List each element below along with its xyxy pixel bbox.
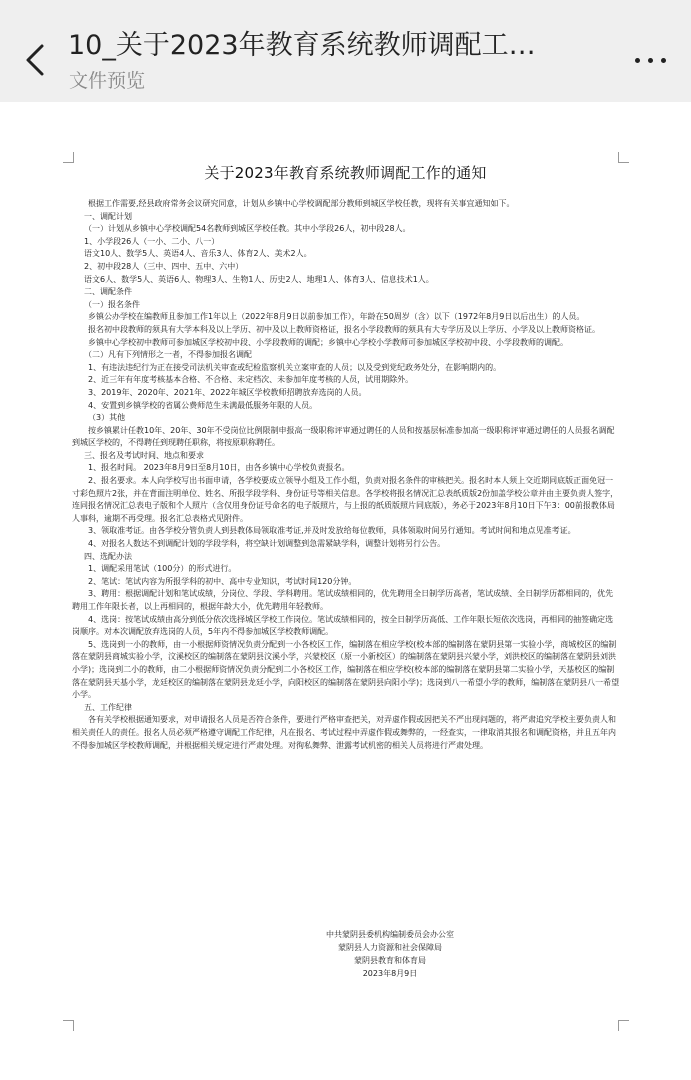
signature-line: 蒙阴县教育和体育局 — [354, 956, 426, 965]
document-paragraph: 报名初中段教师的须具有大学本科及以上学历、初中及以上教师资格证，报名小学段教师的须具有大专学历及以上学历、小学及以上教师资格证。 — [88, 324, 600, 334]
document-paragraph: 3、聘用：根据调配计划和笔试成绩，分岗位、学段、学科聘用。笔试成绩相同的，优先聘用全日制学历高者，笔试成绩、全日制学历都相同的，优先聘用工作年限长者，以上再相同的，根据年龄大小，优先聘用年轻教师。 — [72, 589, 614, 611]
document-paragraph: （3）其他 — [88, 413, 126, 423]
document-paragraph: 2、近三年有年度考核基本合格、不合格、未定档次、未参加年度考核的人员，试用期除外。 — [88, 375, 414, 385]
document-paragraph: 4、选岗：按笔试成绩由高分到低分依次选择城区学校工作岗位。笔试成绩相同的，按全日制学历高低、工作年限长短依次选岗，再相同的抽签确定选岗顺序。对本次调配放弃选岗的人员，5年内不得参加城区学校教师调配。 — [72, 614, 614, 637]
document-paragraph: 四、选配办法 — [84, 551, 132, 561]
crop-mark-bottom-right — [618, 1020, 629, 1031]
document-paragraph: 4、对报名人数达不到调配计划的学段学科，将空缺计划调整到急需紧缺学科，调整计划将另行公告。 — [88, 539, 446, 549]
document-paragraph: 2、报名要求。本人向学校写出书面申请，各学校要成立领导小组及工作小组，负责对报名条件的审核把关。报名时本人须上交近期同底版正面免冠一寸彩色照片2张，并在背面注明单位、姓名、所报学段学科、身份证号等相关信息。各学校将报名情况汇总表纸质版2份加盖学校公章并由主要负责人签字，连同报名情况汇总表电子版和个人照片（含仅用身份证号命名的电子版照片，与上报的纸质版照片同底版），务必于2023年8月10日下午3：00前报教体局人事科，逾期不再受理。报名汇总表格式见附件。 — [72, 476, 619, 523]
document-paragraph: 各有关学校根据通知要求，对申请报名人员是否符合条件，要进行严格审查把关，对弄虚作假或因把关不严出现问题的，将严肃追究学校主要负责人和相关责任人的责任。报名人员必须严格遵守调配工作纪律，凡在报名、考试过程中弄虚作假或舞弊的，一经查实，一律取消其报名和调配资格，并且五年内不得参加城区学校教师调配，并根据相关规定进行严肃处理。对徇私舞弊、泄露考试机密的相关人员将进行严肃处理。 — [72, 715, 616, 750]
document-paragraph: 乡镇中心学校初中教师可参加城区学校初中段、小学段教师的调配；乡镇中心学校小学教师可参加城区学校初中段、小学段教师的调配。 — [88, 337, 568, 347]
document-paragraph: 2、笔试：笔试内容为所报学科的初中、高中专业知识，考试时间120分钟。 — [88, 576, 357, 586]
document-paragraph: 语文10人、数学5人、英语4人、音乐3人、体育2人、美术2人。 — [84, 249, 312, 259]
document-paragraph: 按乡镇累计任教10年、20年、30年不受岗位比例限制申报高一级职称评审通过聘任的人员和按基层标准参加高一级职称评审通过聘任的人员报名调配到城区学校的，不得聘任到现聘任职称，将按原职称聘任。 — [72, 425, 615, 448]
document-paragraph: 1、调配采用笔试（100分）的形式进行。 — [88, 564, 237, 574]
document-paragraph: 1、报名时间。 2023年8月9日至8月10日，由各乡镇中心学校负责报名。 — [88, 463, 350, 473]
document-paragraph: 1、小学段26人（一小、二小、八一） — [84, 236, 220, 246]
document-body — [72, 198, 620, 752]
document-paragraph: 4、安置到乡镇学校的省属公费师范生未满最低服务年限的人员。 — [88, 400, 318, 410]
app-header — [0, 0, 691, 102]
crop-mark-bottom-left — [63, 1020, 74, 1031]
file-title: 10_关于2023年教育系统教师调配工… — [68, 30, 536, 61]
document-paragraph: （二）凡有下列情形之一者，不得参加报名调配 — [84, 350, 252, 360]
document-paragraph: 语文6人、数学5人、英语6人、物理3人、生物1人、历史2人、地理1人、体育3人、信息技术1人。 — [84, 274, 434, 284]
document-paragraph: 3、2019年、2020年、2021年、2022年城区学校教师招聘放弃选岗的人员。 — [88, 387, 367, 397]
document-paragraph: 根据工作需要,经县政府常务会议研究同意，计划从乡镇中心学校调配部分教师到城区学校任教，现将有关事宜通知如下。 — [88, 199, 515, 208]
document-paragraph: 2、初中段28人（三中、四中、五中、六中） — [84, 261, 244, 271]
document-paragraph: 乡镇公办学校在编教师且参加工作1年以上（2022年8月9日以前参加工作），年龄在50周岁（含）以下（1972年8月9日以后出生）的人员。 — [88, 312, 585, 322]
document-paragraph: 五、工作纪律 — [84, 702, 132, 712]
document-title: 关于2023年教育系统教师调配工作的通知 — [204, 164, 487, 182]
file-preview-label: 文件预览 — [69, 70, 146, 92]
document-paragraph: 1、有违法违纪行为正在接受司法机关审查或纪检监察机关立案审查的人员；以及受到党纪政务处分，在影响期内的。 — [88, 362, 502, 372]
document-preview[interactable] — [0, 102, 691, 1080]
document-paragraph: 3、领取准考证。由各学校分管负责人到县教体局领取准考证,并及时发放给每位教师，具体领取时间另行通知。考试时间和地点见准考证。 — [88, 526, 576, 536]
more-options-icon[interactable] — [629, 48, 673, 72]
document-paragraph: （一）报名条件 — [84, 299, 140, 309]
back-arrow-icon[interactable] — [18, 40, 52, 80]
signature-line: 蒙阴县人力资源和社会保障局 — [338, 943, 442, 952]
document-paragraph: （一）计划从乡镇中心学校调配54名教师到城区学校任教。其中小学段26人，初中段28人。 — [84, 224, 411, 234]
document-paragraph: 一、调配计划 — [84, 211, 132, 221]
signature-line: 中共蒙阴县委机构编制委员会办公室 — [326, 930, 454, 939]
document-paragraph: 二、调配条件 — [84, 287, 132, 297]
document-paragraph: 三、报名及考试时间、地点和要求 — [84, 450, 204, 460]
signature-line: 2023年8月9日 — [362, 969, 418, 978]
document-paragraph: 5、选岗到一小的教师，由一小根据师资情况负责分配到一小各校区工作，编制落在相应学校(校本部的编制落在蒙阴县第一实验小学，商城校区的编制落在蒙阴县商城实验小学，汶溪校区的编制落在蒙阴县汶溪小学，兴蒙校区（原一小新校区）的编制落在蒙阴县兴蒙小学，刘洪校区的编制落在蒙阴县刘洪小学)；选岗到二小的教师，由二小根据师资情况负责分配到二小各校区工作，编制落在相应学校(校本部的编制落在蒙阴县第二实验小学，天基校区的编制落在蒙阴县天基小学，龙廷校区的编制落在蒙阴县龙廷小学，向阳校区的编制落在蒙阴县向阳小学)；选岗到八一希望小学的教师，编制落在蒙阴县八一希望小学。 — [72, 639, 620, 700]
document-signature — [300, 928, 480, 980]
